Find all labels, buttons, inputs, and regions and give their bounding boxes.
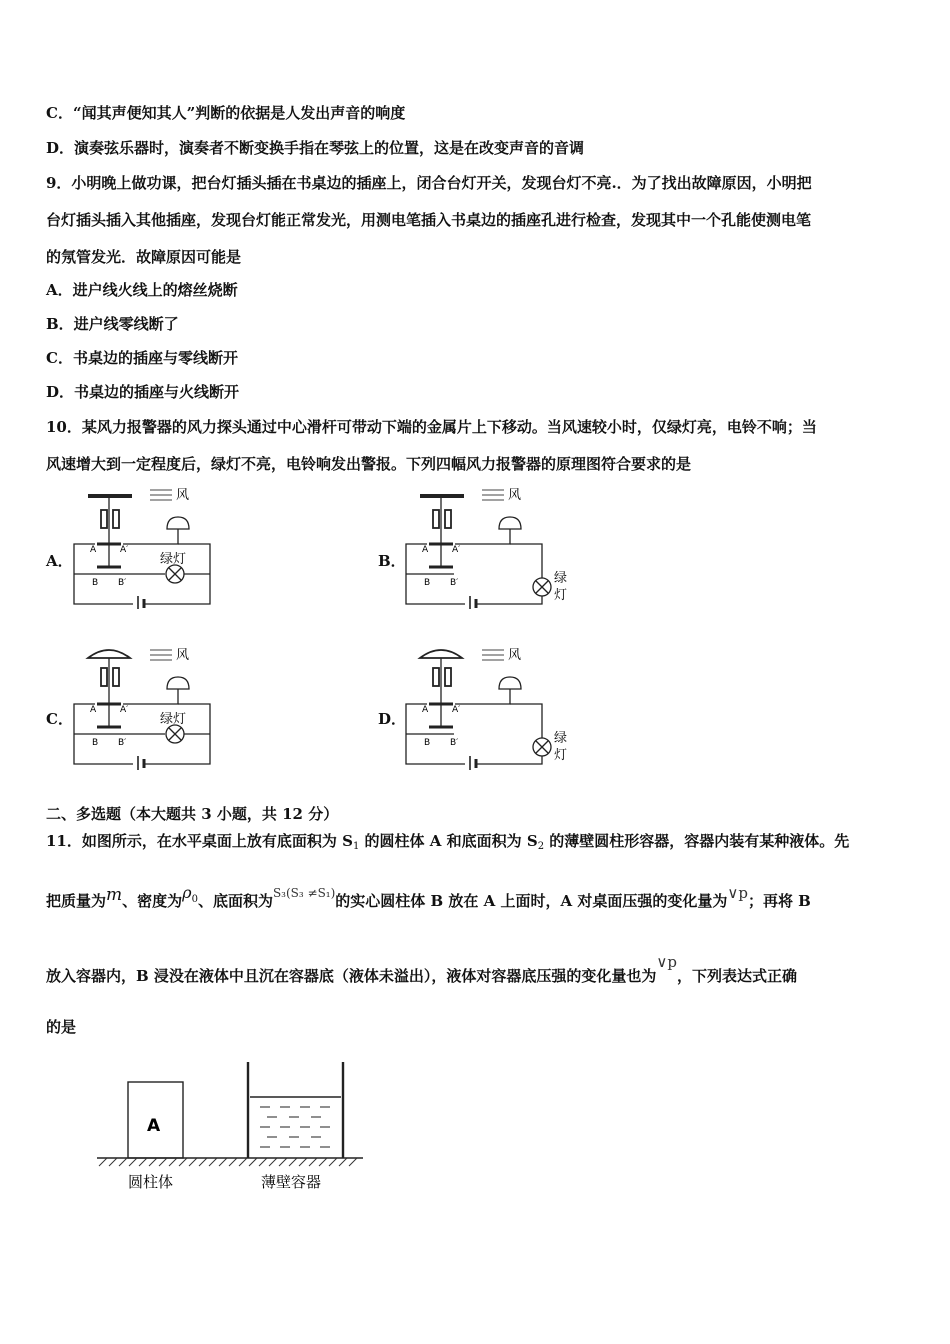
green-light-label-bottom: 灯 bbox=[554, 748, 568, 763]
section-heading: 二、多选题（本大题共 3 小题，共 12 分） bbox=[46, 805, 339, 823]
q11-stem-line2: 把质量为m、密度为$\rho^0$、底面积为$^{S_3(S_3 \ne S_1)}$的实心圆柱体 B 放在 A 上面时，A 对桌面压强的变化量为∨p；再将 B bbox=[46, 883, 811, 910]
q9-stem-line2: 台灯插头插入其他插座，发现台灯能正常发光，用测电笔插入书桌边的插座孔进行检查，发现其中一个孔能使测电笔 bbox=[46, 211, 812, 229]
q9-option-b: B．进户线零线断了 bbox=[46, 315, 179, 333]
green-light-label-top: 绿 bbox=[554, 731, 568, 746]
q11-stem-line3: 放入容器内，B 浸没在液体中且沉在容器底（液体未溢出），液体对容器底压强的变化量也为∨p，下列表达式正确 bbox=[46, 953, 798, 985]
contact-b2-label: B′ bbox=[450, 738, 459, 748]
contact-a-label: A bbox=[422, 705, 429, 715]
q9-option-a: A．进户线火线上的熔丝烧断 bbox=[46, 281, 238, 299]
q10-stem-line1: 10．某风力报警器的风力探头通过中心滑杆可带动下端的金属片上下移动。当风速较小时，仅绿灯亮，电铃不响；当 bbox=[46, 418, 817, 436]
contact-a2-label: A′ bbox=[452, 545, 461, 555]
wind-label: 风 bbox=[176, 488, 190, 503]
contact-b-label: B bbox=[92, 738, 99, 748]
circuit-diagram-c bbox=[70, 642, 215, 770]
contact-a2-label: A′ bbox=[452, 705, 461, 715]
contact-a-label: A bbox=[422, 545, 429, 555]
wind-label: 风 bbox=[508, 488, 522, 503]
circuit-diagram-b bbox=[402, 484, 572, 609]
q10-label-c: C． bbox=[46, 710, 73, 728]
circuit-diagram-d bbox=[402, 642, 572, 770]
q9-option-c: C．书桌边的插座与零线断开 bbox=[46, 349, 238, 367]
contact-a2-label: A′ bbox=[120, 545, 129, 555]
q11-stem-line4: 的是 bbox=[46, 1018, 77, 1036]
green-light-label: 绿灯 bbox=[160, 552, 187, 567]
q10-label-b: B． bbox=[378, 552, 406, 570]
contact-b-label: B bbox=[92, 578, 99, 588]
contact-b2-label: B′ bbox=[118, 578, 127, 588]
contact-b2-label: B′ bbox=[450, 578, 459, 588]
contact-b-label: B bbox=[424, 738, 431, 748]
contact-a2-label: A′ bbox=[120, 705, 129, 715]
q10-label-d: D． bbox=[378, 710, 407, 728]
green-light-label-top: 绿 bbox=[554, 571, 568, 586]
q11-stem-line1: 11．如图所示，在水平桌面上放有底面积为 $S_1$ 的圆柱体 A 和底面积为 $S_2$ 的薄壁圆柱形容器，容器内装有某种液体。先 bbox=[46, 832, 850, 852]
contact-b2-label: B′ bbox=[118, 738, 127, 748]
circuit-diagram-a bbox=[70, 484, 215, 609]
contact-b-label: B bbox=[424, 578, 431, 588]
q10-label-a: A． bbox=[46, 552, 73, 570]
container-caption: 薄壁容器 bbox=[261, 1173, 322, 1191]
cylinder-label: A bbox=[147, 1116, 161, 1136]
cylinder-container-figure bbox=[95, 1058, 375, 1198]
cylinder-caption: 圆柱体 bbox=[128, 1173, 174, 1191]
green-light-label: 绿灯 bbox=[160, 712, 187, 727]
q8-option-c: C．“闻其声便知其人”判断的依据是人发出声音的响度 bbox=[46, 104, 406, 122]
contact-a-label: A bbox=[90, 545, 97, 555]
q8-option-d: D．演奏弦乐器时，演奏者不断变换手指在琴弦上的位置，这是在改变声音的音调 bbox=[46, 139, 585, 157]
q9-stem-line3: 的氖管发光．故障原因可能是 bbox=[46, 248, 242, 266]
q9-stem-line1: 9．小明晚上做功课，把台灯插头插在书桌边的插座上，闭合台灯开关，发现台灯不亮.．为了找出故障原因，小明把 bbox=[46, 174, 812, 192]
contact-a-label: A bbox=[90, 705, 97, 715]
wind-label: 风 bbox=[176, 648, 190, 663]
q10-stem-line2: 风速增大到一定程度后，绿灯不亮，电铃响发出警报。下列四幅风力报警器的原理图符合要求的是 bbox=[46, 455, 692, 473]
wind-label: 风 bbox=[508, 648, 522, 663]
q9-option-d: D．书桌边的插座与火线断开 bbox=[46, 383, 240, 401]
green-light-label-bottom: 灯 bbox=[554, 588, 568, 603]
